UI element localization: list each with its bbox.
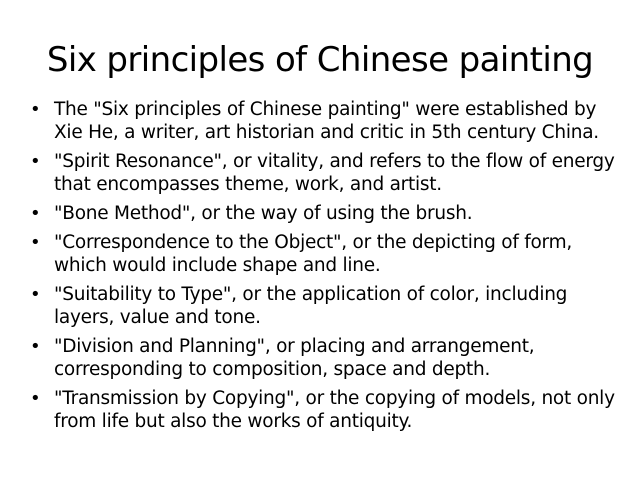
bullet-item bbox=[30, 150, 630, 196]
bullet-item bbox=[30, 335, 630, 381]
bullet-text: "Spirit Resonance", or vitality, and refers to the flow of energy that encompasses theme, work, and artist. bbox=[54, 151, 615, 195]
bullet-item bbox=[30, 202, 630, 225]
bullet-item bbox=[30, 283, 630, 329]
bullet-text: "Division and Planning", or placing and arrangement, corresponding to composition, space and depth. bbox=[54, 336, 535, 380]
bullet-icon: • bbox=[30, 284, 41, 305]
bullet-text: "Correspondence to the Object", or the depicting of form, which would include shape and line. bbox=[54, 232, 572, 276]
bullet-item bbox=[30, 98, 630, 144]
bullet-icon: • bbox=[30, 388, 41, 409]
bullet-text: "Suitability to Type", or the application of color, including layers, value and tone. bbox=[54, 284, 568, 328]
bullet-icon: • bbox=[30, 151, 41, 172]
bullet-icon: • bbox=[30, 203, 41, 224]
bullet-icon: • bbox=[30, 336, 41, 357]
bullet-text: The "Six principles of Chinese painting" were established by Xie He, a writer, art historian and critic in 5th century China. bbox=[54, 99, 599, 143]
bullet-text: "Bone Method", or the way of using the brush. bbox=[54, 203, 473, 224]
bullet-text: "Transmission by Copying", or the copying of models, not only from life but also the works of antiquity. bbox=[54, 388, 615, 432]
bullet-list bbox=[30, 98, 630, 439]
bullet-item bbox=[30, 387, 630, 433]
bullet-item bbox=[30, 231, 630, 277]
bullet-icon: • bbox=[30, 232, 41, 253]
slide-title: Six principles of Chinese painting bbox=[46, 40, 594, 80]
bullet-icon: • bbox=[30, 99, 41, 120]
